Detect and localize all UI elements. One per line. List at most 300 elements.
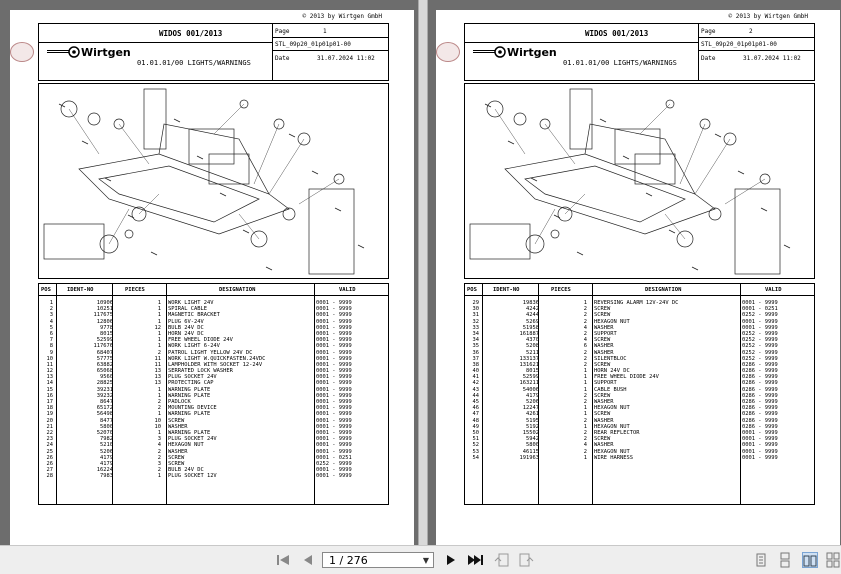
row-designation: WARNING PLATE (168, 392, 211, 399)
row-ident-no: 5800 (526, 442, 539, 449)
row-pieces: 4 (157, 442, 161, 449)
row-pieces: 1 (157, 306, 161, 313)
row-ident-no: 68407 (96, 349, 113, 356)
row-pos: 34 (472, 337, 479, 344)
row-pieces: 2 (157, 448, 161, 455)
row-designation: SILENTBLOC (594, 355, 627, 362)
row-designation: PADLOCK (168, 399, 191, 405)
row-ident-no: 39231 (96, 386, 113, 393)
row-pieces: 13 (154, 380, 161, 387)
row-designation: HEXAGON NUT (594, 448, 630, 455)
row-pieces: 1 (157, 300, 161, 306)
row-pieces: 2 (583, 330, 587, 337)
row-pieces: 1 (583, 423, 587, 430)
row-designation: WARNING PLATE (168, 411, 211, 418)
row-ident-no: 12247 (522, 405, 539, 412)
row-designation: PLUG SOCKET 24V (168, 436, 217, 443)
row-pos: 50 (472, 429, 479, 436)
row-pieces: 1 (157, 330, 161, 337)
col-designation: DESIGNATION (219, 287, 256, 293)
col-pieces: PIECES (551, 287, 571, 293)
row-pos: 38 (472, 361, 479, 368)
row-designation: PLUG 6V-24V (168, 318, 204, 325)
row-ident-no: 51958 (522, 324, 539, 331)
row-pieces: 2 (583, 448, 587, 455)
row-designation: SPIRAL CABLE (168, 306, 207, 313)
row-valid: 0001 - 9999 (316, 368, 352, 375)
row-ident-no: 15502 (522, 429, 539, 436)
row-pos: 22 (46, 429, 53, 436)
row-valid: 0001 - 9999 (316, 374, 352, 381)
row-ident-no: 57775 (96, 355, 113, 362)
row-ident-no: 19836 (522, 300, 539, 306)
row-ident-no: 56498 (96, 411, 113, 418)
row-ident-no: 4370 (526, 337, 539, 344)
row-designation: WARNING PLATE (168, 429, 211, 436)
two-page-continuous-icon[interactable] (826, 552, 841, 568)
row-ident-no: 52599 (522, 374, 539, 381)
row-pos: 37 (472, 355, 479, 362)
row-pieces: 1 (583, 300, 587, 306)
page-label: Page (701, 28, 716, 35)
row-pos: 43 (472, 386, 479, 393)
row-designation: SCREW (168, 454, 185, 461)
row-pieces: 2 (157, 454, 161, 461)
row-ident-no: 54006 (522, 386, 539, 393)
row-pieces: 1 (157, 411, 161, 418)
parts-drawing (465, 84, 814, 278)
row-designation: HORN 24V DC (168, 330, 204, 337)
row-valid: 0001 - 9999 (316, 448, 352, 455)
wirtgen-seal-logo (436, 42, 460, 62)
page-number: 1 (323, 28, 327, 35)
page-number: 2 (749, 28, 753, 35)
row-pieces: 3 (157, 460, 161, 467)
row-pos: 46 (472, 405, 479, 412)
first-page-icon[interactable] (276, 553, 290, 567)
row-ident-no: 4179 (100, 454, 113, 461)
row-valid: 0001 - 0251 (742, 306, 778, 313)
row-valid: 0001 - 9999 (316, 318, 352, 325)
row-valid: 0001 - 9999 (316, 473, 352, 480)
row-pieces: 3 (157, 436, 161, 443)
row-ident-no: 10251 (96, 306, 113, 313)
row-pieces: 1 (157, 318, 161, 325)
row-ident-no: 52070 (96, 429, 113, 436)
previous-page-icon[interactable] (302, 553, 314, 567)
row-designation: WASHER (594, 324, 614, 331)
row-pieces: 13 (154, 368, 161, 375)
row-pieces: 2 (583, 399, 587, 405)
section-title: 01.01.01/00 LIGHTS/WARNINGS (137, 59, 251, 67)
row-designation: SCREW (594, 312, 611, 319)
table-row (39, 473, 388, 479)
row-pos: 21 (46, 423, 53, 430)
row-ident-no: 8477 (100, 417, 113, 424)
row-designation: WASHER (168, 448, 188, 455)
row-valid: 0001 - 9999 (316, 349, 352, 356)
row-pieces: 11 (154, 355, 161, 362)
row-valid: 0001 - 9999 (742, 300, 778, 306)
row-designation: WARNING PLATE (168, 386, 211, 393)
row-designation: CABLE BUSH (594, 386, 627, 393)
row-pieces: 2 (583, 436, 587, 443)
table-row (465, 455, 814, 461)
document-title: WIDOS 001/2013 (159, 29, 223, 38)
row-pieces: 1 (157, 312, 161, 319)
row-valid: 0001 - 9999 (742, 429, 778, 436)
row-designation: PROTECTING CAP (168, 380, 214, 387)
row-pieces: 2 (583, 417, 587, 424)
row-valid: 0286 - 9999 (742, 399, 778, 405)
row-pos: 2 (49, 306, 53, 313)
row-pieces: 2 (583, 392, 587, 399)
next-page-icon[interactable] (445, 553, 457, 567)
row-designation: MOUNTING DEVICE (168, 405, 217, 412)
row-pos: 9 (49, 349, 53, 356)
row-pieces: 1 (157, 473, 161, 480)
row-ident-no: 161887 (519, 330, 539, 337)
row-designation: SCREW (168, 417, 185, 424)
brand-name: Wirtgen (507, 46, 557, 59)
row-pieces: 2 (157, 467, 161, 474)
row-designation: FREE WHEEL DIODE 24V (594, 374, 659, 381)
row-pos: 42 (472, 380, 479, 387)
row-pieces: 2 (583, 318, 587, 325)
row-ident-no: 191963 (519, 454, 539, 461)
date-value: 31.07.2024 11:02 (317, 55, 375, 62)
row-pos: 26 (46, 460, 53, 467)
row-valid: 0252 - 9999 (742, 330, 778, 337)
parts-table (38, 283, 389, 505)
row-designation: HEXAGON NUT (594, 318, 630, 325)
row-designation: WASHER (594, 417, 614, 424)
row-pos: 19 (46, 411, 53, 418)
row-designation: SCREW (594, 436, 611, 443)
row-pieces: 11 (154, 361, 161, 368)
row-valid: 0001 - 9999 (316, 436, 352, 443)
row-valid: 0252 - 9999 (742, 337, 778, 344)
row-valid: 0001 - 9999 (316, 423, 352, 430)
two-page-view-button[interactable] (802, 552, 818, 568)
row-pieces: 2 (583, 361, 587, 368)
row-pieces: 1 (583, 454, 587, 461)
row-pieces: 2 (583, 349, 587, 356)
row-valid: 0001 - 9999 (316, 361, 352, 368)
row-ident-no: 163211 (519, 380, 539, 387)
row-valid: 0001 - 9999 (316, 392, 352, 399)
row-valid: 0001 - 9999 (316, 417, 352, 424)
row-ident-no: 39232 (96, 392, 113, 399)
row-pos: 34 (472, 330, 479, 337)
row-ident-no: 65172 (96, 405, 113, 412)
row-pos: 25 (46, 448, 53, 455)
date-value: 31.07.2024 11:02 (743, 55, 801, 62)
row-pos: 18 (46, 405, 53, 412)
row-pos: 5 (49, 324, 53, 331)
row-valid: 0001 - 9999 (316, 399, 352, 405)
row-pos: 1 (49, 300, 53, 306)
row-pieces: 2 (157, 399, 161, 405)
copyright-text: © 2013 by Wirtgen GmbH (302, 13, 382, 20)
row-pos: 45 (472, 399, 479, 405)
row-valid: 0001 - 0251 (316, 454, 352, 461)
rotate-right-icon[interactable] (518, 553, 534, 567)
row-pos: 49 (472, 423, 479, 430)
row-pos: 14 (46, 380, 53, 387)
row-pos: 31 (472, 312, 479, 319)
row-designation: SCREW (594, 306, 611, 313)
row-designation: SUPPORT (594, 380, 617, 387)
row-pos: 30 (472, 306, 479, 313)
row-valid: 0001 - 9999 (316, 386, 352, 393)
row-ident-no: 7982 (100, 436, 113, 443)
row-designation: WORK LIGHT 6-24V (168, 343, 220, 350)
row-pieces: 1 (157, 386, 161, 393)
parts-drawing (39, 84, 388, 278)
row-pos: 7 (49, 337, 53, 344)
row-valid: 0001 - 9999 (316, 355, 352, 362)
row-designation: BULB 24V DC (168, 467, 204, 474)
row-pos: 16 (46, 392, 53, 399)
row-pieces: 1 (157, 392, 161, 399)
document-id: STL_09p20_01p01p01-00 (701, 41, 777, 48)
table-header (465, 284, 814, 296)
row-pos: 27 (46, 467, 53, 474)
row-valid: 0001 - 9999 (316, 411, 352, 418)
row-pieces: 1 (157, 337, 161, 344)
row-pieces: 1 (157, 343, 161, 350)
table-body (39, 300, 388, 479)
row-designation: SUPPORT (594, 330, 617, 337)
row-ident-no: 4179 (526, 392, 539, 399)
row-pieces: 1 (583, 380, 587, 387)
single-page-view-icon[interactable] (753, 552, 769, 568)
row-designation: SCREW (594, 337, 611, 344)
row-pos: 52 (472, 442, 479, 449)
page-indicator: 1 / 276 (329, 554, 368, 567)
page-header (38, 13, 389, 81)
row-ident-no: 52599 (96, 337, 113, 344)
row-valid: 0286 - 9999 (742, 411, 778, 418)
col-pieces: PIECES (125, 287, 145, 293)
row-valid: 0001 - 9999 (316, 405, 352, 412)
row-valid: 0001 - 9999 (742, 454, 778, 461)
chevron-down-icon: ▼ (422, 556, 429, 565)
row-pos: 35 (472, 343, 479, 350)
row-pos: 48 (472, 417, 479, 424)
row-ident-no: 5269 (526, 318, 539, 325)
row-valid: 0001 - 9999 (316, 442, 352, 449)
wirtgen-logo-icon (493, 46, 507, 58)
row-ident-no: 5195 (526, 417, 539, 424)
col-ident-no: IDENT-NO (67, 287, 94, 293)
row-valid: 0001 - 9999 (316, 467, 352, 474)
row-valid: 0001 - 9999 (316, 429, 352, 436)
row-pieces: 2 (583, 429, 587, 436)
col-designation: DESIGNATION (645, 287, 682, 293)
row-designation: SCREW (594, 392, 611, 399)
row-pieces: 13 (154, 374, 161, 381)
row-valid: 0286 - 9999 (742, 386, 778, 393)
row-valid: 0286 - 9999 (742, 380, 778, 387)
row-valid: 0286 - 9999 (742, 361, 778, 368)
row-pieces: 2 (583, 355, 587, 362)
col-pos: POS (467, 287, 477, 293)
row-pieces: 1 (583, 374, 587, 381)
row-ident-no: 16224 (96, 467, 113, 474)
col-pos: POS (41, 287, 51, 293)
row-pieces: 1 (583, 386, 587, 393)
row-designation: PLUG SOCKET 12V (168, 473, 217, 480)
table-header (39, 284, 388, 296)
row-valid: 0286 - 9999 (742, 405, 778, 412)
row-ident-no: 4244 (526, 312, 539, 319)
row-pos: 28 (46, 473, 53, 480)
row-designation: SERRATED LOCK WASHER (168, 368, 233, 375)
row-designation: HORN 24V DC (594, 368, 630, 375)
row-pos: 6 (49, 330, 53, 337)
continuous-view-icon[interactable] (777, 552, 793, 568)
row-designation: BULB 24V DC (168, 324, 204, 331)
row-designation: WASHER (594, 399, 614, 405)
viewer-toolbar (0, 545, 841, 574)
row-pos: 15 (46, 386, 53, 393)
row-pos: 24 (46, 442, 53, 449)
row-designation: WASHER (594, 343, 614, 350)
row-pieces: 1 (583, 405, 587, 412)
exploded-parts-diagram (38, 83, 389, 279)
row-valid: 0252 - 9999 (742, 312, 778, 319)
row-ident-no: 63882 (96, 361, 113, 368)
row-ident-no: 9778 (100, 324, 113, 331)
row-pieces: 2 (583, 306, 587, 313)
section-title: 01.01.01/00 LIGHTS/WARNINGS (563, 59, 677, 67)
row-valid: 0252 - 9999 (742, 355, 778, 362)
row-ident-no: 46115 (522, 448, 539, 455)
row-pieces: 10 (154, 423, 161, 430)
row-pos: 54 (472, 454, 479, 461)
row-designation: WORK LIGHT 24V (168, 300, 214, 306)
row-pieces: 12 (154, 324, 161, 331)
row-pos: 13 (46, 374, 53, 381)
row-valid: 0001 - 9999 (316, 330, 352, 337)
table-body (465, 300, 814, 461)
rotate-left-icon[interactable] (494, 553, 510, 567)
wirtgen-seal-logo (10, 42, 34, 62)
row-ident-no: 5800 (100, 423, 113, 430)
row-pos: 53 (472, 448, 479, 455)
wirtgen-logo-icon (67, 46, 81, 58)
row-pos: 41 (472, 374, 479, 381)
row-pos: 8 (49, 343, 53, 350)
row-pos: 12 (46, 368, 53, 375)
row-pos: 4 (49, 318, 53, 325)
row-ident-no: 117675 (93, 312, 113, 319)
row-designation: HEXAGON NUT (168, 442, 204, 449)
row-ident-no: 5206 (526, 399, 539, 405)
row-designation: SCREW (594, 411, 611, 418)
row-valid: 0286 - 9999 (742, 392, 778, 399)
row-pos: 29 (472, 300, 479, 306)
parts-table (464, 283, 815, 505)
document-title: WIDOS 001/2013 (585, 29, 649, 38)
row-designation: WASHER (594, 442, 614, 449)
row-valid: 0001 - 9999 (316, 312, 352, 319)
row-pos: 23 (46, 436, 53, 443)
logo-stripes-icon (47, 50, 69, 54)
date-label: Date (701, 55, 716, 62)
row-pieces: 10 (154, 417, 161, 424)
row-designation: REAR REFLECTOR (594, 429, 640, 436)
document-page-2 (436, 10, 840, 545)
page-number-select[interactable] (322, 552, 434, 568)
document-id: STL_09p20_01p01p01-00 (275, 41, 351, 48)
row-designation: PLUG SOCKET 24V (168, 374, 217, 381)
row-valid: 0252 - 9999 (742, 349, 778, 356)
row-valid: 0252 - 9999 (742, 343, 778, 350)
row-ident-no: 5206 (100, 448, 113, 455)
logo-stripes-icon (473, 50, 495, 54)
row-ident-no: 8015 (526, 368, 539, 375)
row-pieces: 4 (583, 442, 587, 449)
row-ident-no: 5210 (100, 442, 113, 449)
row-pieces: 4 (583, 337, 587, 344)
row-ident-no: 10906 (96, 300, 113, 306)
row-designation: MAGNETIC BRACKET (168, 312, 220, 319)
two-page-view-icon (803, 554, 817, 568)
row-pos: 10 (46, 355, 53, 362)
row-valid: 0001 - 9999 (742, 448, 778, 455)
col-valid: VALID (765, 287, 782, 293)
row-pos: 17 (46, 399, 53, 405)
row-pos: 26 (46, 454, 53, 461)
row-pos: 40 (472, 368, 479, 375)
row-ident-no: 8015 (100, 330, 113, 337)
row-designation: REVERSING ALARM 12V-24V DC (594, 300, 679, 306)
row-ident-no: 5208 (526, 343, 539, 350)
row-valid: 0001 - 9999 (316, 337, 352, 344)
row-designation: SCREW (594, 361, 611, 368)
row-valid: 0001 - 9999 (316, 380, 352, 387)
row-designation: HEXAGON NUT (594, 423, 630, 430)
row-designation: WASHER (168, 423, 188, 430)
row-pieces: 2 (157, 349, 161, 356)
row-valid: 0001 - 9999 (316, 324, 352, 331)
row-pieces: 4 (583, 324, 587, 331)
row-ident-no: 131621 (519, 361, 539, 368)
document-page-1 (10, 10, 414, 545)
row-pos: 51 (472, 436, 479, 443)
row-valid: 0286 - 9999 (742, 374, 778, 381)
col-ident-no: IDENT-NO (493, 287, 520, 293)
last-page-icon[interactable] (467, 553, 483, 567)
row-valid: 0001 - 9999 (316, 306, 352, 313)
row-valid: 0286 - 9999 (742, 417, 778, 424)
row-pos: 47 (472, 411, 479, 418)
row-designation: LAMPHOLDER WITH SOCKET 12-24V (168, 361, 263, 368)
row-ident-no: 4242 (526, 306, 539, 313)
row-pos: 32 (472, 318, 479, 325)
date-label: Date (275, 55, 290, 62)
exploded-parts-diagram (464, 83, 815, 279)
row-valid: 0001 - 9999 (316, 343, 352, 350)
row-ident-no: 5211 (526, 349, 539, 356)
row-pos: 33 (472, 324, 479, 331)
page-splitter[interactable] (418, 0, 428, 545)
row-designation: WIRE HARNESS (594, 454, 633, 461)
row-ident-no: 117676 (93, 343, 113, 350)
